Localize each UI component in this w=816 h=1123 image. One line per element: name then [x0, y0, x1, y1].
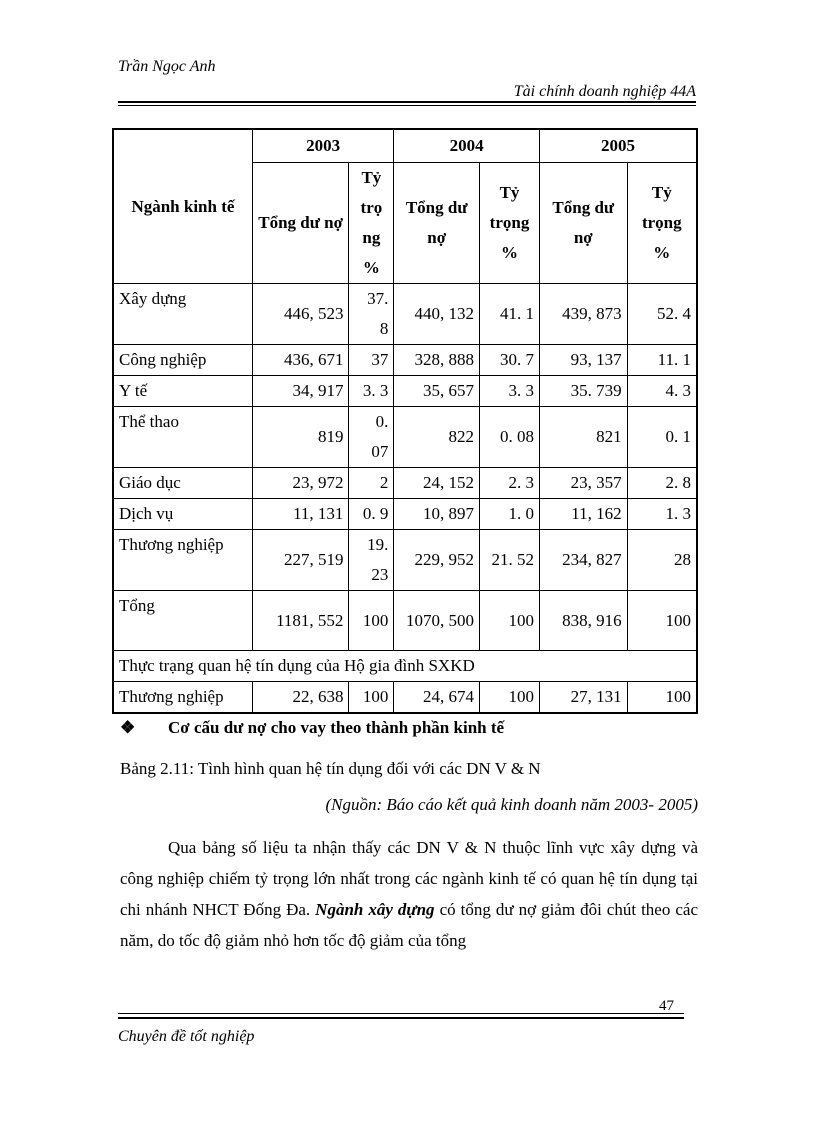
row-label: Dịch vụ: [113, 499, 252, 530]
table-cell: 21. 52: [480, 530, 540, 591]
table-cell: 100: [349, 591, 394, 651]
sub-header-ratio: Tỷ trọng %: [480, 163, 540, 284]
para-text: có tổng dư nợ giảm đôi chút theo các năm, do tốc độ giảm nhỏ hơn tốc độ giảm của tổng: [120, 900, 698, 950]
row-label: Xây dựng: [113, 284, 252, 345]
table-cell: 838, 916: [539, 591, 627, 651]
table-row: [113, 407, 697, 468]
row-label: Thương nghiệp: [113, 682, 252, 714]
table-cell: 19. 23: [349, 530, 394, 591]
table-cell: 100: [480, 682, 540, 714]
table-cell: 1070, 500: [394, 591, 480, 651]
diamond-bullet-icon: ❖: [120, 718, 136, 737]
table-body: [113, 284, 697, 651]
table-cell: 100: [480, 591, 540, 651]
para-emphasis: Ngành xây dựng: [315, 900, 435, 919]
footer-rule-thin: [118, 1013, 684, 1014]
table-cell: 37: [349, 345, 394, 376]
footer-rule: [118, 1017, 684, 1019]
table-cell: 24, 674: [394, 682, 480, 714]
sub-header-ratio: Tỷ trọng %: [627, 163, 697, 284]
para-text: Qua bảng số liệu ta nhận thấy các DN V & N thuộc lĩnh vực xây dựng và công nghiệp chiếm tỷ trọng lớn nhất trong các ngành kinh tế có quan hệ tín dụng tại chi nhánh NHCT Đống Đa.: [120, 838, 698, 919]
table-row: [113, 499, 697, 530]
table-cell: 10, 897: [394, 499, 480, 530]
table-cell: 93, 137: [539, 345, 627, 376]
table-cell: 27, 131: [539, 682, 627, 714]
table-cell: 0. 9: [349, 499, 394, 530]
footer-text: Chuyên đề tốt nghiệp: [118, 1028, 255, 1045]
row-label: Thể thao: [113, 407, 252, 468]
table-cell: 0. 08: [480, 407, 540, 468]
table-cell: 2. 3: [480, 468, 540, 499]
table-cell: 100: [627, 591, 697, 651]
table-cell: 446, 523: [252, 284, 349, 345]
table-cell: 229, 952: [394, 530, 480, 591]
table-cell: 11. 1: [627, 345, 697, 376]
table-cell: 227, 519: [252, 530, 349, 591]
row-label: Thương nghiệp: [113, 530, 252, 591]
table-cell: 11, 162: [539, 499, 627, 530]
year-header: 2004: [394, 129, 540, 163]
table-row: [113, 284, 697, 345]
table-cell: 11, 131: [252, 499, 349, 530]
header-rule: [118, 101, 696, 103]
sub-header-total-debt: Tổng dư nợ: [394, 163, 480, 284]
section-heading: [120, 718, 504, 738]
page-number: 47: [659, 998, 674, 1014]
table-cell: 41. 1: [480, 284, 540, 345]
table-cell: 822: [394, 407, 480, 468]
table-cell: 37. 8: [349, 284, 394, 345]
table-cell: 819: [252, 407, 349, 468]
table-cell: 439, 873: [539, 284, 627, 345]
section-heading-text: Cơ cấu dư nợ cho vay theo thành phần kinh tế: [168, 718, 505, 737]
table-row: [113, 468, 697, 499]
table-cell: 2: [349, 468, 394, 499]
table-cell: 22, 638: [252, 682, 349, 714]
table-row: [113, 376, 697, 407]
table-cell: 436, 671: [252, 345, 349, 376]
table-cell: 30. 7: [480, 345, 540, 376]
year-header: 2005: [539, 129, 697, 163]
table-row: [113, 530, 697, 591]
table-cell: 100: [349, 682, 394, 714]
table-cell: 1. 0: [480, 499, 540, 530]
credit-table: [112, 128, 698, 714]
table-cell: 3. 3: [480, 376, 540, 407]
table-cell: 24, 152: [394, 468, 480, 499]
row-label: Công nghiệp: [113, 345, 252, 376]
table-cell: 23, 972: [252, 468, 349, 499]
table-cell: 100: [627, 682, 697, 714]
row-label: Tổng: [113, 591, 252, 651]
table-cell: 234, 827: [539, 530, 627, 591]
sub-header-total-debt: Tổng dư nợ: [252, 163, 349, 284]
table-cell: 0. 07: [349, 407, 394, 468]
sub-header-ratio: Tỷ trọ ng %: [349, 163, 394, 284]
table-source: (Nguồn: Báo cáo kết quả kinh doanh năm 2003- 2005): [325, 795, 698, 814]
header-rule-thin: [118, 105, 696, 106]
table-cell: 328, 888: [394, 345, 480, 376]
span-row-label: Thực trạng quan hệ tín dụng của Hộ gia đình SXKD: [113, 651, 697, 682]
table-cell: 3. 3: [349, 376, 394, 407]
row-label: Giáo dục: [113, 468, 252, 499]
table-cell: 34, 917: [252, 376, 349, 407]
header-title: Tài chính doanh nghiệp 44A: [513, 83, 696, 100]
table-caption: Bảng 2.11: Tình hình quan hệ tín dụng đối với các DN V & N: [120, 759, 541, 778]
table-cell: 2. 8: [627, 468, 697, 499]
table-cell: 440, 132: [394, 284, 480, 345]
header-author: Trần Ngọc Anh: [118, 58, 216, 75]
year-header: 2003: [252, 129, 394, 163]
table-cell: 1. 3: [627, 499, 697, 530]
table-cell: 23, 357: [539, 468, 627, 499]
table-cell: 52. 4: [627, 284, 697, 345]
sub-header-total-debt: Tổng dư nợ: [539, 163, 627, 284]
table-cell: 0. 1: [627, 407, 697, 468]
table-cell: 821: [539, 407, 627, 468]
table-row: [113, 345, 697, 376]
row-label: Y tế: [113, 376, 252, 407]
body-paragraph: [120, 832, 698, 956]
table-row: [113, 682, 697, 714]
table-cell: 35, 657: [394, 376, 480, 407]
table-cell: 4. 3: [627, 376, 697, 407]
table-cell: 28: [627, 530, 697, 591]
table-row: [113, 591, 697, 651]
table-cell: 1181, 552: [252, 591, 349, 651]
col-header-sector: Ngành kinh tế: [113, 129, 252, 284]
table-cell: 35. 739: [539, 376, 627, 407]
